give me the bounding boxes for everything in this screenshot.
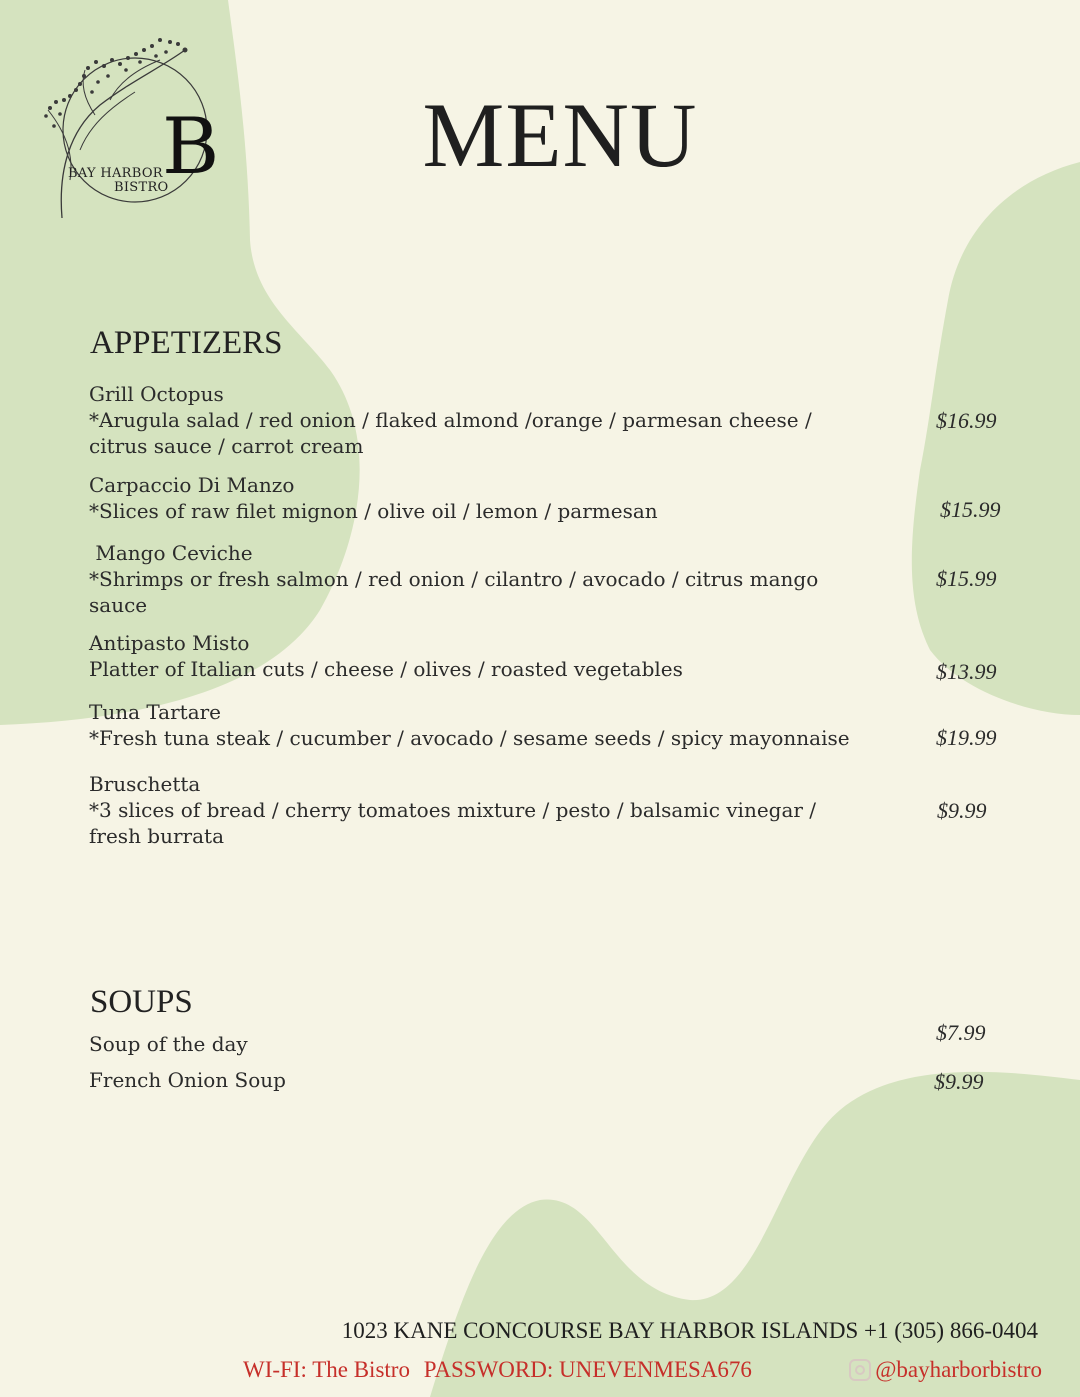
item-description: *Arugula salad / red onion / flaked almond /orange / parmesan cheese / <box>89 408 812 432</box>
item-description-cont: fresh burrata <box>89 824 224 848</box>
item-price: $15.99 <box>936 566 997 591</box>
right-blob <box>912 162 1080 715</box>
item-price: $9.99 <box>934 1069 984 1094</box>
menu-item-antipasto <box>89 630 683 682</box>
footer-address: 1023 KANE CONCOURSE BAY HARBOR ISLANDS +1 (305) 866-0404 <box>341 1318 1038 1343</box>
item-price: $9.99 <box>937 798 987 823</box>
social-handle[interactable]: @bayharborbistro <box>875 1357 1042 1382</box>
page-title: MENU <box>422 84 698 186</box>
item-price: $19.99 <box>936 725 997 750</box>
instagram-icon <box>849 1359 871 1381</box>
item-price: $13.99 <box>936 659 997 684</box>
soups-heading: SOUPS <box>90 984 193 1020</box>
menu-item-tuna-tartare <box>89 699 850 751</box>
item-name: Tuna Tartare <box>89 700 222 724</box>
menu-item-bruschetta <box>89 771 816 849</box>
menu-item-grill-octopus <box>89 381 812 459</box>
item-name: Mango Ceviche <box>89 541 253 565</box>
item-price: $15.99 <box>940 497 1001 522</box>
item-price: $7.99 <box>936 1020 986 1045</box>
menu-item-mango-ceviche <box>89 540 818 618</box>
item-name: Carpaccio Di Manzo <box>89 473 295 497</box>
footer-social[interactable] <box>849 1357 1042 1383</box>
item-name: Antipasto Misto <box>89 631 250 655</box>
menu-item-french-onion-soup: French Onion Soup <box>89 1068 286 1092</box>
appetizers-heading: APPETIZERS <box>90 325 283 361</box>
logo-letter: B <box>162 102 220 192</box>
item-name: Grill Octopus <box>89 382 224 406</box>
item-description-cont: citrus sauce / carrot cream <box>89 434 364 458</box>
item-description: Platter of Italian cuts / cheese / olives / roasted vegetables <box>89 657 683 681</box>
item-description-cont: sauce <box>89 593 148 617</box>
logo-name-line2: BISTRO <box>114 180 169 195</box>
bottom-blob <box>430 1072 1080 1397</box>
wifi-password: PASSWORD: UNEVENMESA676 <box>423 1357 752 1382</box>
item-description: *Shrimps or fresh salmon / red onion / cilantro / avocado / citrus mango <box>89 567 819 591</box>
wifi-network: WI-FI: The Bistro <box>243 1357 410 1382</box>
item-description: *Slices of raw filet mignon / olive oil / lemon / parmesan <box>89 499 658 523</box>
item-price: $16.99 <box>936 408 997 433</box>
footer-wifi <box>243 1357 760 1383</box>
menu-item-carpaccio <box>89 472 658 524</box>
menu-item-soup-of-the-day: Soup of the day <box>89 1032 248 1056</box>
item-description: *Fresh tuna steak / cucumber / avocado / sesame seeds / spicy mayonnaise <box>89 726 850 750</box>
item-name: Bruschetta <box>89 772 201 796</box>
item-description: *3 slices of bread / cherry tomatoes mixture / pesto / balsamic vinegar / <box>89 798 817 822</box>
logo-name-line1: BAY HARBOR <box>68 166 163 181</box>
